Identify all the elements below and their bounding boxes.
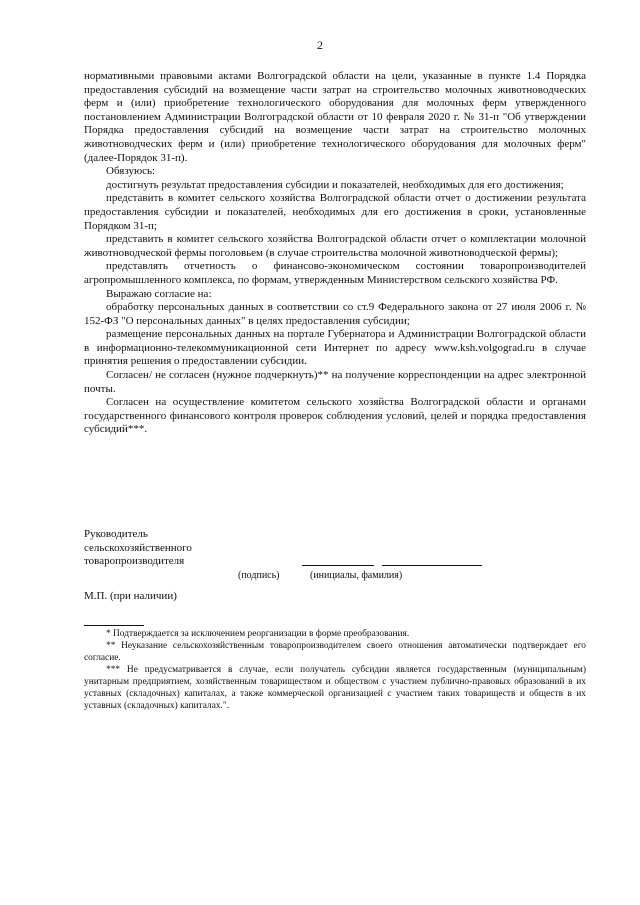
paragraph-obligation-3: представить в комитет сельского хозяйства Волгоградской области отчет о комплектации молочной животноводческой фермы поголовьем (в случае строительства молочной животноводческой фермы); — [84, 233, 586, 259]
signature-caption: (подпись) — [238, 570, 280, 582]
footnote-3: *** Не предусматривается в случае, если получатель субсидии является государственным (муниципальным) унитарным предприятием, хозяйственным товариществом и обществом с участием публично-правовых образований в их уставных (складочных) капиталах, а также коммерческой организацией с участием таких товариществ и обществ в их уставных (складочных) капиталах.". — [84, 665, 586, 711]
footnote-2: ** Неуказание сельскохозяйственным товаропроизводителем своего отношения автоматически подтверждает его согласие. — [84, 641, 586, 663]
paragraph-obligation-2: представить в комитет сельского хозяйства Волгоградской области отчет о достижении результата предоставления субсидии и показателей, необходимых для его достижения в сроки, установленные Порядком 31-п; — [84, 192, 586, 232]
name-field — [382, 565, 482, 566]
paragraph-obligation-1: достигнуть результат предоставления субсидии и показателей, необходимых для его достижения; — [106, 178, 564, 191]
paragraph-continuation: нормативными правовыми актами Волгоградской области на цели, указанные в пункте 1.4 Порядка предоставления субсидий на возмещение части затрат на строительство молочных животноводческих ферм и (или) приобретение технологического оборудования для молочных ферм утвержденного постановлением Администрации Волгоградской области от 10 февраля 2020 г. № 31-п "Об утверждении Порядка предоставления субсидий на возмещение части затрат на строительство молочных животноводческих ферм и (или) приобретение технологического оборудования для молочных ферм" (далее-Порядок 31-п). — [84, 70, 586, 164]
page-number: 2 — [317, 38, 323, 52]
paragraph-consent-2: размещение персональных данных на портале Губернатора и Администрации Волгоградской области в информационно-телекоммуникационной сети Интернет по адресу www.ksh.volgograd.ru в случае принятия решения о предоставлении субсидии. — [84, 328, 586, 368]
stamp-note: М.П. (при наличии) — [84, 590, 177, 602]
footnote-separator — [84, 625, 144, 626]
footnote-1: * Подтверждается за исключением реорганизации в форме преобразования. — [106, 629, 410, 639]
signature-role-line-3: товаропроизводителя — [84, 555, 185, 568]
document-body — [84, 70, 586, 437]
name-caption: (инициалы, фамилия) — [310, 570, 403, 582]
paragraph-obligations-heading: Обязуюсь: — [106, 165, 156, 178]
paragraph-consent-heading: Выражаю согласие на: — [106, 287, 212, 300]
footnotes — [84, 628, 586, 712]
paragraph-inspection-consent: Согласен на осуществление комитетом сельского хозяйства Волгоградской области и органами государственного финансового контроля проверок соблюдения условий, целей и порядка предоставления субсидий***. — [84, 396, 586, 436]
paragraph-consent-1: обработку персональных данных в соответствии со ст.9 Федерального закона от 27 июля 2006 г. № 152-ФЗ "О персональных данных" в целях предоставления субсидии; — [84, 301, 586, 327]
signature-role-line-2: сельскохозяйственного — [84, 541, 192, 554]
signature-field — [302, 565, 374, 566]
paragraph-obligation-4: представлять отчетность о финансово-экономическом состоянии товаропроизводителей агропромышленного комплекса, по формам, утвержденным Министерством сельского хозяйства РФ. — [84, 260, 586, 286]
paragraph-email-consent: Согласен/ не согласен (нужное подчеркнуть)** на получение корреспонденции на адрес электронной почты. — [84, 369, 586, 395]
signature-block — [84, 528, 586, 583]
signature-role-line-1: Руководитель — [84, 528, 148, 540]
